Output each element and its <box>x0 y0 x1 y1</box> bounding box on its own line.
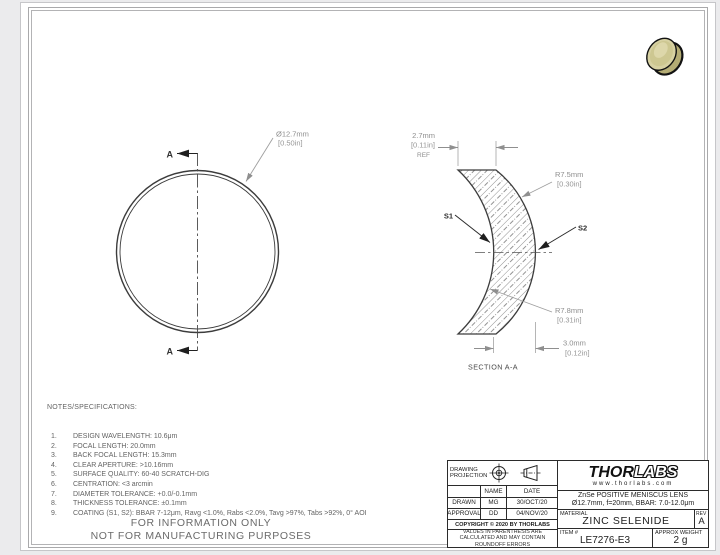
rev-value: A <box>698 515 705 527</box>
notes-section <box>47 404 447 517</box>
title-block-left <box>448 461 557 547</box>
note-item <box>51 480 447 490</box>
note-text: DIAMETER TOLERANCE: +0.0/-0.1mm <box>73 490 198 498</box>
copyright-row <box>448 519 557 529</box>
rev-label: REV <box>696 511 707 517</box>
note-text: FOCAL LENGTH: 20.0mm <box>73 442 156 450</box>
surface-2-leader <box>539 227 577 250</box>
projection-row <box>448 461 557 485</box>
note-number: 8. <box>51 500 57 508</box>
drawing-sheet <box>20 2 716 551</box>
logo-row <box>558 461 708 490</box>
note-number: 9. <box>51 509 57 517</box>
front-view <box>117 130 309 357</box>
radius-front-label: R7.5mm <box>555 170 584 179</box>
note-text: THICKNESS TOLERANCE: ±0.1mm <box>73 500 187 508</box>
surface-1-label: S1 <box>443 211 453 221</box>
weight-label: APPROX WEIGHT <box>655 530 703 536</box>
lens-photo <box>641 33 689 81</box>
copyright-text: COPYRIGHT © 2020 BY THORLABS <box>455 521 550 528</box>
rev-cell <box>694 510 708 528</box>
material-label: MATERIAL <box>560 511 588 517</box>
weight-value: 2 g <box>673 535 688 546</box>
approval-name: DD <box>480 509 506 520</box>
surface-2-label: S2 <box>578 223 588 233</box>
title-block-right <box>557 461 708 547</box>
item-cell <box>558 529 652 547</box>
note-item <box>51 451 447 461</box>
radius-front-leader <box>522 182 552 197</box>
section-view <box>411 131 590 372</box>
diameter-leader <box>246 138 273 182</box>
note-item <box>51 432 447 442</box>
projection-label: DRAWING PROJECTION <box>450 466 488 480</box>
note-text: DESIGN WAVELENGTH: 10.6μm <box>73 433 178 440</box>
disclaimer <box>61 517 341 542</box>
note-text: CENTRATION: <3 arcmin <box>73 480 153 488</box>
note-text: COATING (S1, S2): BBAR 7-12μm, Ravg <1.0%, Rabs <2.0%, Tavg >97%, Tabs >92%, 0° AOI <box>73 509 367 517</box>
projection-symbols <box>484 462 550 484</box>
notes-list <box>51 432 447 518</box>
note-number: 5. <box>51 471 57 479</box>
edge-thickness-label: 2.7mm <box>412 131 435 140</box>
note-number: 7. <box>51 490 57 498</box>
note-number: 3. <box>51 452 57 460</box>
website-text: www.thorlabs.com <box>592 480 674 487</box>
drawn-label: DRAWN <box>452 499 476 507</box>
approval-label: APPROVAL <box>447 510 481 518</box>
edge-ref-label: REF <box>417 152 430 159</box>
fine-print-text: VALUES IN PARENTHESIS ARE CALCULATED AND MAY CONTAIN ROUNDOFF ERRORS <box>459 529 546 548</box>
note-text: CLEAR APERTURE: >10.16mm <box>73 461 174 469</box>
center-thickness-inches: [0.12in] <box>565 348 590 358</box>
approval-date: 04/NOV/20 <box>506 509 557 520</box>
center-thickness-label: 3.0mm <box>563 338 586 348</box>
note-item <box>51 499 447 509</box>
header-blank <box>448 486 480 497</box>
diameter-label: Ø12.7mm <box>276 129 309 139</box>
section-label-top: A <box>166 149 173 160</box>
edge-thickness-inches: [0.11in] <box>410 140 435 150</box>
note-number: 4. <box>51 461 57 469</box>
note-item <box>51 490 447 500</box>
note-item <box>51 470 447 480</box>
note-text: BACK FOCAL LENGTH: 15.3mm <box>73 452 177 460</box>
note-number: 2. <box>51 442 57 450</box>
name-header: NAME <box>480 486 506 497</box>
material-row <box>558 509 708 528</box>
weight-cell <box>652 529 708 547</box>
radius-back-label: R7.8mm <box>555 306 584 315</box>
notes-heading: NOTES/SPECIFICATIONS: <box>47 404 138 411</box>
third-angle-target-icon <box>490 464 509 483</box>
logo-labs-text: LABS <box>633 463 678 481</box>
diameter-label-inches: [0.50in] <box>278 138 303 148</box>
drawn-date: 30/OCT/20 <box>506 498 557 508</box>
item-value: LE7276-E3 <box>579 535 631 546</box>
header-row <box>448 485 557 497</box>
radius-back-inches: [0.31in] <box>557 315 582 325</box>
title-block <box>447 460 709 548</box>
note-text: SURFACE QUALITY: 60-40 SCRATCH-DIG <box>73 471 210 479</box>
section-label-bottom: A <box>166 346 173 357</box>
third-angle-cone-icon <box>521 466 542 481</box>
disclaimer-line-1: FOR INFORMATION ONLY <box>130 517 272 529</box>
section-caption: SECTION A-A <box>468 362 518 372</box>
fine-print-row <box>448 529 557 547</box>
description-row <box>558 490 708 509</box>
disclaimer-line-2: NOT FOR MANUFACTURING PURPOSES <box>90 529 312 542</box>
thorlabs-logo <box>589 465 678 480</box>
note-number: 6. <box>51 480 57 488</box>
logo-thor-text: THOR <box>588 463 634 481</box>
material-cell <box>558 510 694 528</box>
item-row <box>558 528 708 547</box>
item-label: ITEM # <box>560 530 579 536</box>
material-value: ZINC SELENIDE <box>582 515 670 527</box>
drawn-row <box>448 497 557 508</box>
description-line-2: Ø12.7mm, f=20mm, BBAR: 7.0-12.0μm <box>571 500 695 507</box>
radius-front-inches: [0.30in] <box>557 179 582 189</box>
note-item <box>51 442 447 452</box>
note-number: 1. <box>51 433 57 440</box>
lens-cross-section <box>458 170 535 334</box>
note-item <box>51 461 447 471</box>
surface-1-leader <box>455 215 490 243</box>
description-line-1: ZnSe POSITIVE MENISCUS LENS <box>577 491 689 499</box>
approval-row <box>448 508 557 520</box>
drawn-name: MG <box>480 498 506 508</box>
date-header: DATE <box>506 486 557 497</box>
